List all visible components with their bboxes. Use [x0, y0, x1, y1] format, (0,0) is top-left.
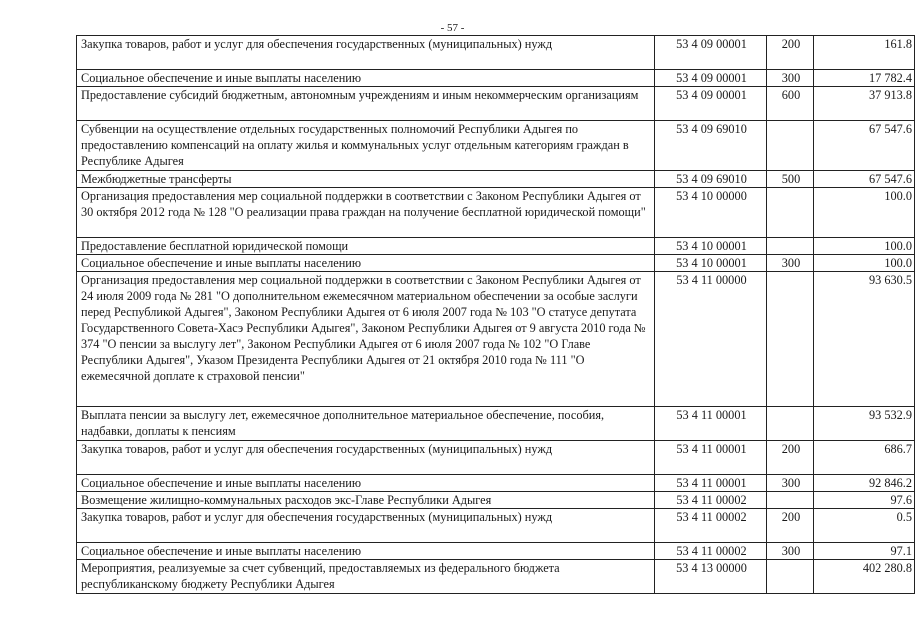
- row-description: Выплата пенсии за выслугу лет, ежемесячное дополнительное материальное обеспечение, пособия, надбавки, доплаты к пенсиям: [77, 407, 655, 441]
- table-row: [77, 255, 915, 272]
- row-description: Межбюджетные трансферты: [77, 171, 655, 188]
- table-row: [77, 272, 915, 407]
- row-code: 53 4 09 00001: [655, 87, 767, 121]
- row-description: Социальное обеспечение и иные выплаты населению: [77, 255, 655, 272]
- row-expense-type: [767, 188, 814, 238]
- table-row: [77, 492, 915, 509]
- row-amount: 100.0: [814, 238, 915, 255]
- row-amount: 0.5: [814, 509, 915, 543]
- table-row: [77, 475, 915, 492]
- row-description: Предоставление бесплатной юридической помощи: [77, 238, 655, 255]
- row-description: Возмещение жилищно-коммунальных расходов экс-Главе Республики Адыгея: [77, 492, 655, 509]
- row-amount: 17 782.4: [814, 70, 915, 87]
- row-code: 53 4 11 00000: [655, 272, 767, 407]
- row-expense-type: 300: [767, 475, 814, 492]
- row-code: 53 4 11 00001: [655, 475, 767, 492]
- row-amount: 686.7: [814, 441, 915, 475]
- row-code: 53 4 13 00000: [655, 560, 767, 594]
- row-expense-type: 600: [767, 87, 814, 121]
- table-row: [77, 188, 915, 238]
- row-amount: 97.1: [814, 543, 915, 560]
- row-description: Мероприятия, реализуемые за счет субвенций, предоставляемых из федерального бюджета республиканскому бюджету Республики Адыгея: [77, 560, 655, 594]
- table-row: [77, 70, 915, 87]
- row-amount: 93 532.9: [814, 407, 915, 441]
- row-expense-type: 300: [767, 543, 814, 560]
- budget-table: [76, 35, 915, 594]
- row-expense-type: 200: [767, 36, 814, 70]
- table-row: [77, 121, 915, 171]
- row-amount: 402 280.8: [814, 560, 915, 594]
- page-number: - 57 -: [440, 22, 465, 34]
- row-expense-type: 300: [767, 70, 814, 87]
- row-amount: 161.8: [814, 36, 915, 70]
- row-description: Социальное обеспечение и иные выплаты населению: [77, 475, 655, 492]
- row-description: Организация предоставления мер социальной поддержки в соответствии с Законом Республики Адыгея от 30 октября 2012 года № 128 "О реализации права граждан на получение бесплатной юридической помощи": [77, 188, 655, 238]
- row-amount: 93 630.5: [814, 272, 915, 407]
- budget-table-body: [77, 36, 915, 594]
- row-code: 53 4 09 00001: [655, 36, 767, 70]
- row-description: Социальное обеспечение и иные выплаты населению: [77, 543, 655, 560]
- row-description: Социальное обеспечение и иные выплаты населению: [77, 70, 655, 87]
- table-row: [77, 407, 915, 441]
- table-row: [77, 36, 915, 70]
- row-code: 53 4 09 00001: [655, 70, 767, 87]
- table-row: [77, 441, 915, 475]
- row-expense-type: [767, 560, 814, 594]
- row-amount: 100.0: [814, 188, 915, 238]
- row-amount: 37 913.8: [814, 87, 915, 121]
- table-row: [77, 509, 915, 543]
- row-expense-type: 300: [767, 255, 814, 272]
- row-code: 53 4 10 00001: [655, 238, 767, 255]
- row-code: 53 4 09 69010: [655, 121, 767, 171]
- table-row: [77, 238, 915, 255]
- row-description: Закупка товаров, работ и услуг для обеспечения государственных (муниципальных) нужд: [77, 441, 655, 475]
- table-row: [77, 171, 915, 188]
- row-code: 53 4 11 00002: [655, 492, 767, 509]
- table-row: [77, 87, 915, 121]
- row-description: Закупка товаров, работ и услуг для обеспечения государственных (муниципальных) нужд: [77, 509, 655, 543]
- row-description: Субвенции на осуществление отдельных государственных полномочий Республики Адыгея по предоставлению компенсаций на оплату жилья и коммунальных услуг отдельным категориям граждан в Республике Адыгея: [77, 121, 655, 171]
- row-expense-type: 200: [767, 441, 814, 475]
- row-expense-type: [767, 238, 814, 255]
- table-row: [77, 560, 915, 594]
- row-description: Закупка товаров, работ и услуг для обеспечения государственных (муниципальных) нужд: [77, 36, 655, 70]
- row-expense-type: [767, 492, 814, 509]
- row-expense-type: 200: [767, 509, 814, 543]
- row-amount: 67 547.6: [814, 171, 915, 188]
- row-amount: 92 846.2: [814, 475, 915, 492]
- row-expense-type: 500: [767, 171, 814, 188]
- row-code: 53 4 11 00002: [655, 509, 767, 543]
- row-code: 53 4 11 00001: [655, 407, 767, 441]
- row-code: 53 4 10 00001: [655, 255, 767, 272]
- row-amount: 100.0: [814, 255, 915, 272]
- row-code: 53 4 10 00000: [655, 188, 767, 238]
- row-expense-type: [767, 272, 814, 407]
- row-code: 53 4 11 00002: [655, 543, 767, 560]
- row-amount: 67 547.6: [814, 121, 915, 171]
- table-row: [77, 543, 915, 560]
- row-code: 53 4 11 00001: [655, 441, 767, 475]
- row-amount: 97.6: [814, 492, 915, 509]
- row-expense-type: [767, 407, 814, 441]
- row-description: Организация предоставления мер социальной поддержки в соответствии с Законом Республики Адыгея от 24 июля 2009 года № 281 "О дополнительном ежемесячном материальном обеспечении за особые заслуги перед Республикой Адыгея", Законом Республики Адыгея от 6 июля 2007 года № 103 "О статусе депутата Государственного Совета-Хасэ Республики Адыгея", Законом Республики Адыгея от 9 августа 2010 года № 374 "О пенсии за выслугу лет", Законом Республики Адыгея от 6 июля 2007 года № 102 "О Главе Республики Адыгея", Указом Президента Республики Адыгея от 21 октября 2010 года № 111 "О ежемесячной доплате к страховой пенсии": [77, 272, 655, 407]
- row-description: Предоставление субсидий бюджетным, автономным учреждениям и иным некоммерческим организациям: [77, 87, 655, 121]
- row-expense-type: [767, 121, 814, 171]
- row-code: 53 4 09 69010: [655, 171, 767, 188]
